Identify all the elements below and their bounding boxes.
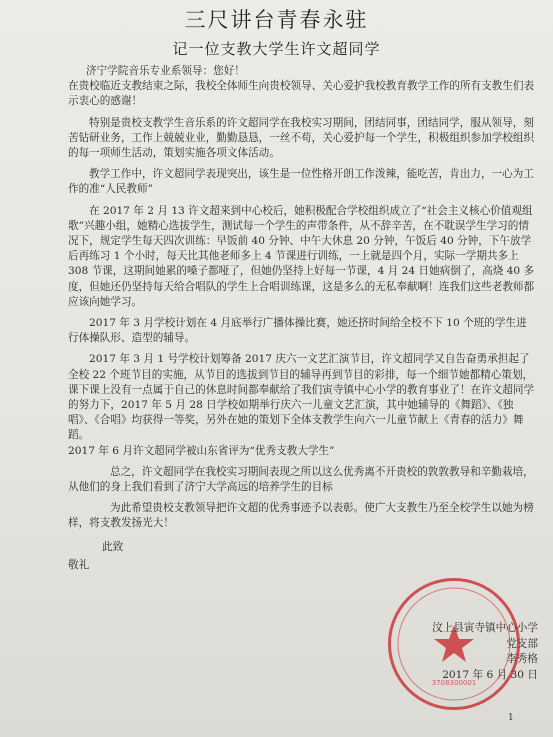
paragraph-praise: 特别是贵校支教学生音乐系的许文超同学在我校实习期间，团结同事，团结同学，服从领导，刻苦钻研业务，工作上兢兢业业，勤勤恳恳，一丝不苟，关心爱护每一个学生，积极组织参加学校组织的每一项师生活动，策划实施各项文体活动。 xyxy=(68,116,535,160)
closing-salutation-1: 此致 xyxy=(102,540,124,553)
paragraph-summary: 总之，许文超同学在我校实习期间表现之所以这么优秀离不开贵校的敦敦教导和辛勤栽培，从他们的身上我们看到了济宁大学高远的培养学生的目标 xyxy=(68,465,534,494)
page-number: 1 xyxy=(508,713,514,723)
signature-school: 汶上县寅寺镇中心小学 xyxy=(432,622,538,634)
signature-block xyxy=(398,621,538,683)
paragraph-thanks: 在贵校临近支教结束之际，我校全体师生向贵校领导、关心爱护我校教育教学工作的所有支教生们表示衷心的感谢！ xyxy=(68,80,535,108)
greeting: 济宁学院音乐专业系领导：您好！ xyxy=(86,65,245,77)
signature-date: 2017 年 6 月 30 日 xyxy=(442,668,538,681)
paragraph-gymnastics: 2017 年 3 月学校计划在 4 月底举行广播体操比赛，她还挤时间给全校不下 10 个班的学生进行体操队形、造型的辅导。 xyxy=(68,317,527,345)
closing-salutation-2: 敬礼 xyxy=(68,558,90,571)
page-subtitle: 记一位支教大学生许文超同学 xyxy=(172,40,381,58)
paragraph-choir: 在 2017 年 2 月 13 许文超来到中心校后，她积极配合学校组织成立了“社会主义核心价值观组歌”兴趣小组，她精心选拔学生，测试每一个学生的声带条件，从不辞辛苦，在不耽误学生学习的情况下，规定学生每天四次训练：早饭前 40 分钟、中午大休息 20 分钟，午饭后 40 分钟，下午放学后再练习 1 个小时，每天比其他老师多上 4 节课进行训练，一上就是四个月，实际一学期共多上 308 节课，这期间她累的嗓子都哑了，但她仍坚持上好每一节课，4 月 24 日她病倒了，高烧 40 多度，但她还仍坚持每天给合唱队的学生上合唱训练课，这是多么的无私奉献啊！连我们这些老教师都应该向她学习。 xyxy=(68,204,535,308)
paragraph-teaching: 教学工作中，许文超同学表现突出，该生是一位性格开朗工作泼辣，能吃苦，肯出力，一心为工作的准“人民教师” xyxy=(68,168,534,196)
svg-text:3708300001: 3708300001 xyxy=(431,679,477,687)
paragraph-hope: 为此希望贵校支教领导把许文超的优秀事迹予以表彰。使广大支教生乃至全校学生以她为榜样，将支教发扬光大！ xyxy=(68,502,534,530)
signature-person: 李秀格 xyxy=(506,653,538,665)
signature-department: 党支部 xyxy=(506,637,538,650)
letter-body xyxy=(68,64,536,573)
page-title: 三尺讲台青春永驻 xyxy=(184,8,369,32)
paragraph-performance: 2017 年 3 月 1 号学校计划筹备 2017 庆六一文艺汇演节目，许文超同学又自告奋勇承担起了全校 22 个班节目的实施，从节目的选拔到节目的辅导再到节目的彩排，每一个细节她都精心策划，课下课上没有一点属于自己的休息时间都奉献给了我们寅寺镇中心小学的教育事业了！在许文超同学的努力下，2017 年 5 月 28 日学校如期举行庆六一儿童文艺汇演，其中她辅导的《舞蹈》、《独唱》、《合唱》均获得一等奖，另外在她的策划下全体支教学生向六一儿童节献上《青春的活力》舞蹈。 xyxy=(68,353,535,442)
award-line: 2017 年 6 月许文超同学被山东省评为“优秀支教大学生” xyxy=(68,444,335,457)
